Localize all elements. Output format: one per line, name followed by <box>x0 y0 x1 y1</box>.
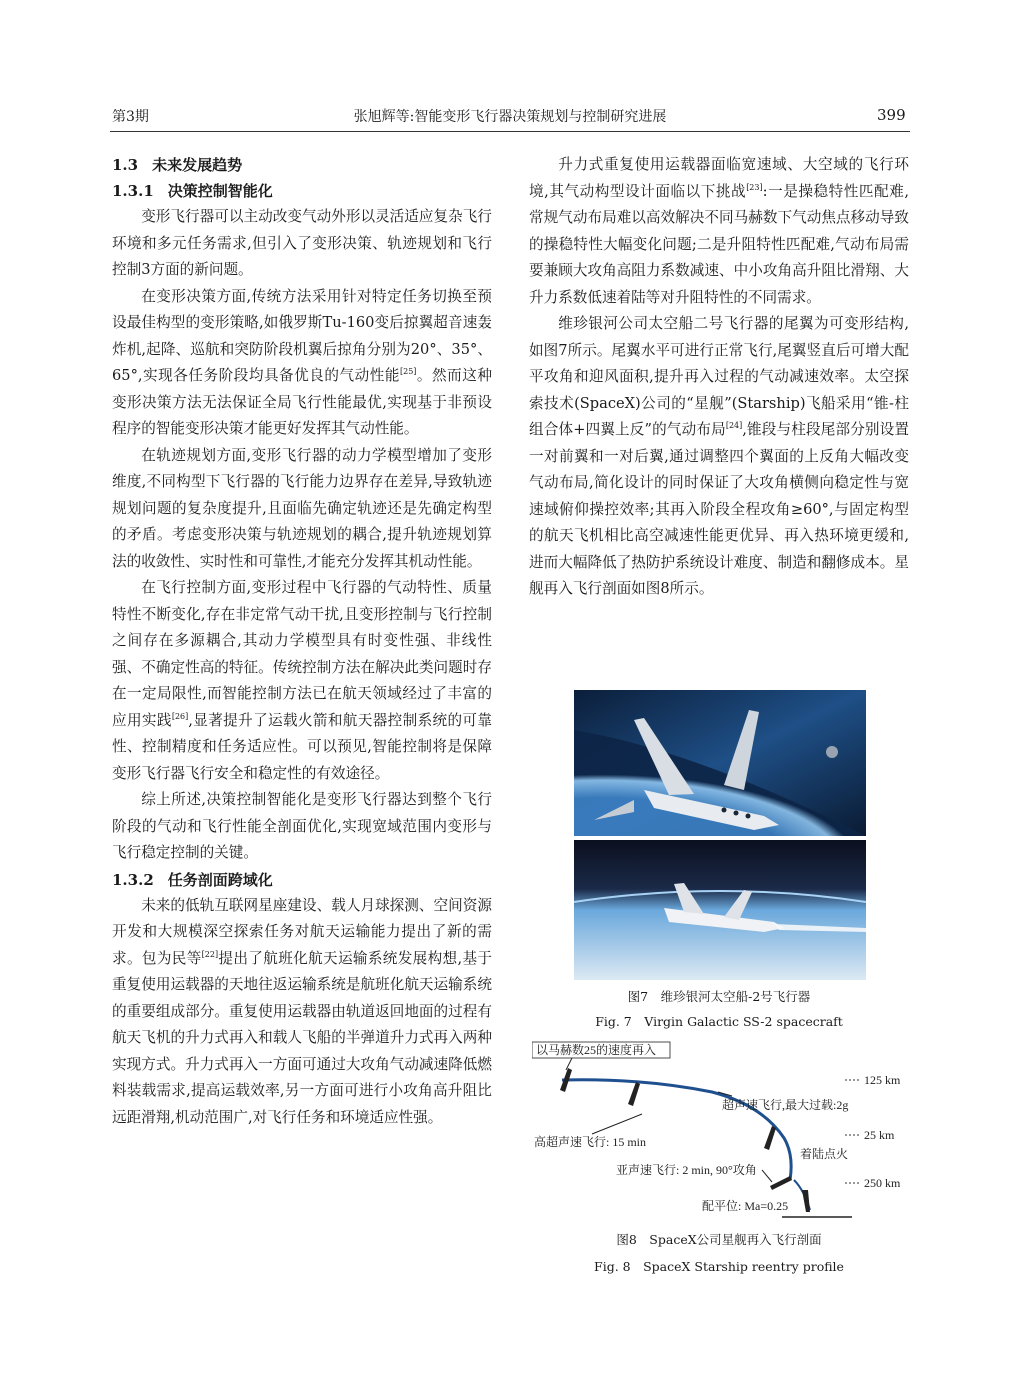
altitude-label-250: 250 km <box>864 1176 901 1190</box>
starship-icon <box>802 1190 810 1212</box>
paragraph <box>529 152 909 311</box>
figure-8-diagram <box>532 1040 908 1220</box>
section-title: 任务剖面跨域化 <box>167 870 273 889</box>
starship-icon <box>764 1126 776 1150</box>
paragraph: 综上所述,决策控制智能化是变形飞行器达到整个飞行阶段的气动和飞行性能全剖面优化,实现宽域范围内变形与飞行稳定控制的关键。 <box>112 791 492 861</box>
section-heading-1-3-1 <box>112 178 492 204</box>
section-number: 1.3 <box>112 156 139 174</box>
figure-7-caption-en: Fig. 7 Virgin Galactic SS-2 spacecraft <box>595 1014 843 1029</box>
section-title: 未来发展趋势 <box>152 156 243 174</box>
paragraph-text: 未来的低轨互联网星座建设、载人月球探测、空间资源开发和大规模深空探索任务对航天运输能力提出了新的需求。包为民等 <box>112 896 492 967</box>
label-reentry: 以马赫数25的速度再入 <box>536 1043 657 1057</box>
paragraph-text: ,锥段与柱段尾部分别设置一对前翼和一对后翼,通过调整四个翼面的上反角大幅改变气动布局,简化设计的同时保证了大攻角横侧向稳定性与宽速域俯仰操控效率;其再入阶段全程攻角≥60°,与固定构型的航天飞机相比高空减速性能更优异、再入热环境更缓和,进而大幅降低了热防护系统设计难度、制造和翻修成本。星舰再入飞行剖面如图8所示。 <box>529 421 909 597</box>
citation: [22] <box>201 949 219 959</box>
paragraph <box>112 575 492 787</box>
journal-issue: 第3期 <box>112 109 149 125</box>
paragraph-text: ,显著提升了运载火箭和航天器控制系统的可靠性、控制精度和任务适应性。可以预见,智能控制将是保障变形飞行器飞行安全和稳定性的有效途径。 <box>112 711 492 782</box>
paragraph-text: 在飞行控制方面,变形过程中飞行器的气动特性、质量特性不断变化,存在非定常气动干扰,且变形控制与飞行控制之间存在多源耦合,其动力学模型具有时变性强、非线性强、不确定性高的特征。传统控制方法在解决此类问题时存在一定局限性,而智能控制方法已在航天领域经过了丰富的应用实践 <box>112 579 492 729</box>
figure-8-caption-cn: 图8 SpaceX公司星舰再入飞行剖面 <box>616 1232 822 1247</box>
altitude-label-25: 25 km <box>864 1128 895 1142</box>
running-title: 张旭辉等:智能变形飞行器决策规划与控制研究进展 <box>353 109 667 125</box>
figure-7-image-bottom <box>574 840 866 980</box>
header-rule <box>110 131 910 132</box>
label-landing: 着陆点火 <box>800 1147 849 1161</box>
paragraph-text: 提出了航班化航天运输系统发展构想,基于重复使用运载器的天地往返运输系统是航班化航天运输系统的重要组成部分。重复使用运载器由轨道返回地面的过程有航天飞机的升力式再入和载人飞船的半弹道升力式再入两种实现方式。升力式再入一方面可通过大攻角气动减速降低燃料装载需求,提高运载效率,另一方面可进行小攻角高升阻比远距滑翔,机动范围广,对飞行任务和环境适应性强。 <box>112 949 492 1126</box>
citation: [25] <box>399 367 417 377</box>
citation: [24] <box>725 421 743 431</box>
paragraph-text: 维珍银河公司太空船二号飞行器的尾翼为可变形结构,如图7所示。尾翼水平可进行正常飞行,尾翼竖直后可增大配平攻角和迎风面积,提升再入过程的气动减速效率。太空探索技术(SpaceX)公司的“星舰”(Starship)飞船采用“锥-柱组合体+四翼上反”的气动布局 <box>529 315 909 438</box>
section-number: 1.3.2 <box>112 870 154 889</box>
paragraph: 变形飞行器可以主动改变气动外形以灵活适应复杂飞行环境和多元任务需求,但引入了变形决策、轨迹规划和飞行控制3方面的新问题。 <box>112 208 492 278</box>
figure-7-caption-cn: 图7 维珍银河太空船-2号飞行器 <box>627 989 811 1004</box>
paragraph-text: 。然而这种变形决策方法无法保证全局飞行性能最优,实现基于非预设程序的智能变形决策才能更好发挥其气动性能。 <box>112 367 492 437</box>
citation: [26] <box>171 711 189 721</box>
starship-icon <box>628 1082 640 1106</box>
figure-8-caption-en: Fig. 8 SpaceX Starship reentry profile <box>594 1259 844 1274</box>
starship-icon <box>770 1176 792 1190</box>
page-number: 399 <box>877 106 906 124</box>
paragraph <box>529 311 909 603</box>
label-subsonic: 亚声速飞行: 2 min, 90°攻角 <box>616 1163 757 1177</box>
left-column <box>112 152 492 1131</box>
label-supersonic: 超声速飞行,最大过载:2g <box>722 1098 849 1112</box>
paragraph <box>112 893 492 1132</box>
right-column <box>529 152 909 603</box>
section-number: 1.3.1 <box>112 182 154 200</box>
label-trim: 配平位: Ma=0.25 <box>702 1199 789 1213</box>
label-hypersonic: 高超声速飞行: 15 min <box>534 1135 647 1149</box>
section-heading-1-3 <box>112 152 492 178</box>
section-heading-1-3-2 <box>112 867 492 893</box>
paragraph-text: 升力式重复使用运载器面临宽速域、大空域的飞行环境,其气动构型设计面临以下挑战 <box>529 156 909 200</box>
section-title: 决策控制智能化 <box>167 182 273 200</box>
paragraph-text: 在变形决策方面,传统方法采用针对特定任务切换至预设最佳构型的变形策略,如俄罗斯Tu-160变后掠翼超音速轰炸机,起降、巡航和突防阶段机翼后掠角分别为20°、35°、65°,实现各任务阶段均具备优良的气动性能 <box>112 287 492 384</box>
paragraph <box>112 284 492 443</box>
paragraph: 在轨迹规划方面,变形飞行器的动力学模型增加了变形维度,不同构型下飞行器的飞行能力边界存在差异,导致轨迹规划问题的复杂度提升,且面临先确定轨迹还是先确定构型的矛盾。考虑变形决策与轨迹规划的耦合,提升轨迹规划算法的收敛性、实时性和可靠性,才能充分发挥其机动性能。 <box>112 446 492 570</box>
figure-7-image-top <box>574 690 866 836</box>
citation: [23] <box>746 182 763 192</box>
paragraph-text: :一是操稳特性匹配难,常规气动布局难以高效解决不同马赫数下气动焦点移动导致的操稳特性大幅变化问题;二是升阻特性匹配难,气动布局需要兼顾大攻角高阻力系数减速、中小攻角高升阻比滑翔、大升力系数低速着陆等对升阻特性的不同需求。 <box>529 182 909 306</box>
altitude-label-125: 125 km <box>864 1073 901 1087</box>
